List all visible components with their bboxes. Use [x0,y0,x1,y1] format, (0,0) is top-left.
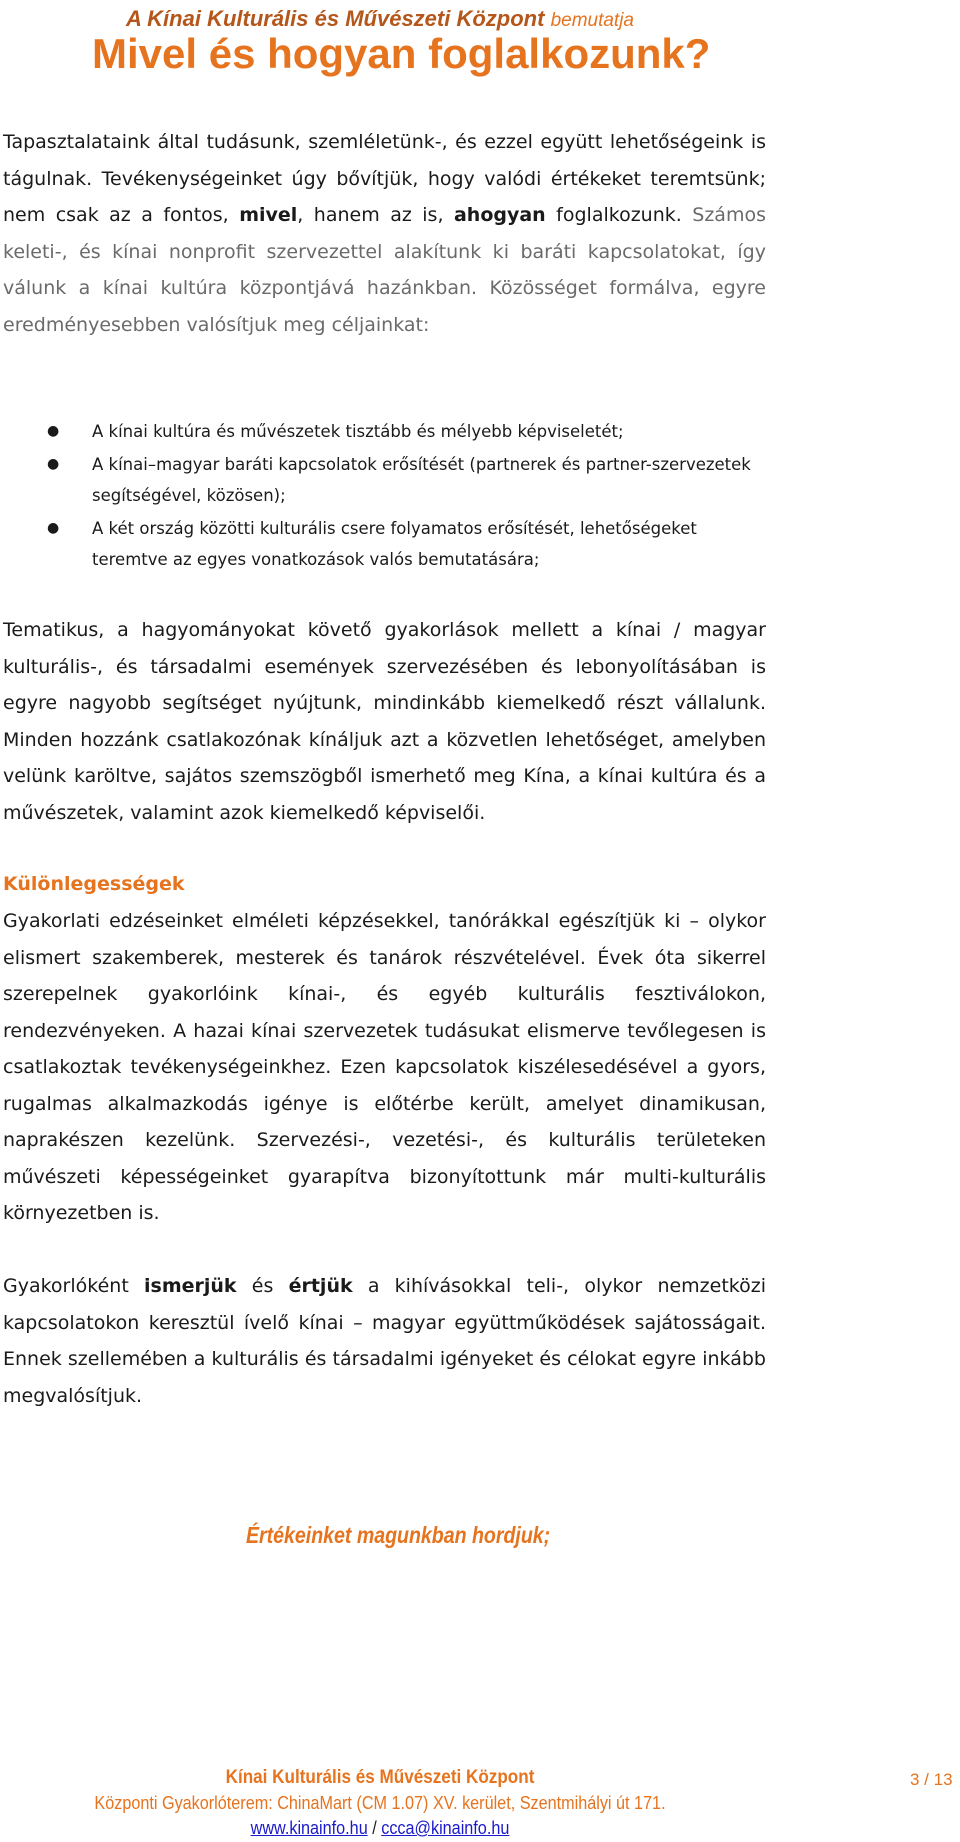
footer [0,1765,760,1841]
list-item [0,416,760,448]
intro-bold-mivel: mivel [239,204,298,226]
footer-separator: / [367,1818,382,1838]
closing-bold-ertjuk: értjük [288,1275,353,1297]
intro-paragraph [3,124,766,343]
list-item [0,449,760,512]
footer-address: Központi Gyakorlóterem: ChinaMart (CM 1.07) XV. kerület, Szentmihályi út 171. [94,1793,666,1813]
header-org: A Kínai Kulturális és Művészeti Központ [125,6,545,31]
intro-text-2: , hanem az is, [297,204,454,226]
intro-text-1: Tapasztalataink által tudásunk, szemléletünk-, és ezzel együtt lehetőségeink is tágulnak. Tevékenységeinket úgy bővítjük, hogy valódi értékeket teremtsünk; nem csak az a fontos, [3,131,766,226]
goals-list [0,416,760,577]
closing-bold-ismerjuk: ismerjük [144,1275,237,1297]
website-link[interactable]: www.kinainfo.hu [250,1818,368,1838]
bullet-icon: ● [47,455,60,472]
intro-bold-ahogyan: ahogyan [453,204,546,226]
page-title: Mivel és hogyan foglalkozunk? [92,30,711,77]
page-number: 3 / 13 [910,1770,953,1789]
motto: Értékeinket magunkban hordjuk; [246,1522,551,1548]
closing-paragraph [3,1268,766,1414]
closing-text-2: és [236,1275,289,1297]
list-item-text: A kínai kultúra és művészetek tisztább és mélyebb képviseletét; [92,422,624,441]
header-sub: bemutatja [550,10,635,31]
footer-org: Kínai Kulturális és Művészeti Központ [225,1767,535,1788]
activities-paragraph: Tematikus, a hagyományokat követő gyakorlások mellett a kínai / magyar kulturális-, és társadalmi események szervezésében és lebonyolításában is egyre nagyobb segítséget nyújtunk, mindinkább kiemelkedő részt vállalunk. Minden hozzánk csatlakozónak kínáljuk azt a közvetlen lehetőséget, amelyben velünk karöltve, sajátos szemszögből ismerhető meg Kína, a kínai kultúra és a művészetek, valamint azok kiemelkedő képviselői. [3,619,766,824]
specialties-paragraph: Gyakorlati edzéseinket elméleti képzésekkel, tanórákkal egészítjük ki – olykor elismert szakemberek, mesterek és tanárok részvételével. Évek óta sikerrel szerepelnek gyakorlóink kínai-, és egyéb kulturális fesztiválokon, rendezvényeken. A hazai kínai szervezetek tudásukat elismerve tevőlegesen is csatlakoztak tevékenységeinkhez. Ezen kapcsolatok kiszélesedésével a gyors, rugalmas alkalmazkodás igénye is előtérbe került, amelyet dinamikusan, naprakészen kezelünk. Szervezési-, vezetési-, és kulturális területeken művészeti képességeinket gyarapítva bizonyítottunk már multi-kulturális környezetben is. [3,910,766,1224]
section-title: Különlegességek [3,873,185,895]
intro-text-4: Számos keleti-, és kínai nonprofit szervezettel alakítunk ki baráti kapcsolatokat, így válunk a kínai kultúra központjává hazánkban. [3,204,766,299]
closing-text-1: Gyakorlóként [3,1275,144,1297]
footer-links [38,1815,722,1841]
closing-text-3: a kihívásokkal teli-, olykor nemzetközi kapcsolatokon keresztül ívelő kínai – magyar együttműködések sajátosságait. Ennek szellemében a kulturális és társadalmi igényeket és célokat egyre inkább megvalósítjuk. [3,1275,766,1407]
document-header [0,6,760,32]
email-link[interactable]: ccca@kinainfo.hu [381,1818,510,1838]
intro-text-5: Közösséget formálva, egyre eredményesebben valósítjuk meg céljainkat: [3,277,767,336]
list-item-text: A kínai–magyar baráti kapcsolatok erősítését (partnerek és partner-szervezetek segítségével, közösen); [92,454,751,505]
intro-text-3: foglalkozunk. [545,204,693,226]
bullet-icon: ● [47,423,60,439]
list-item [0,513,760,576]
list-item-text: A két ország közötti kulturális csere folyamatos erősítését, lehetőségeket teremtve az egyes vonatkozások valós bemutatására; [92,518,697,569]
bullet-icon: ● [47,519,60,536]
